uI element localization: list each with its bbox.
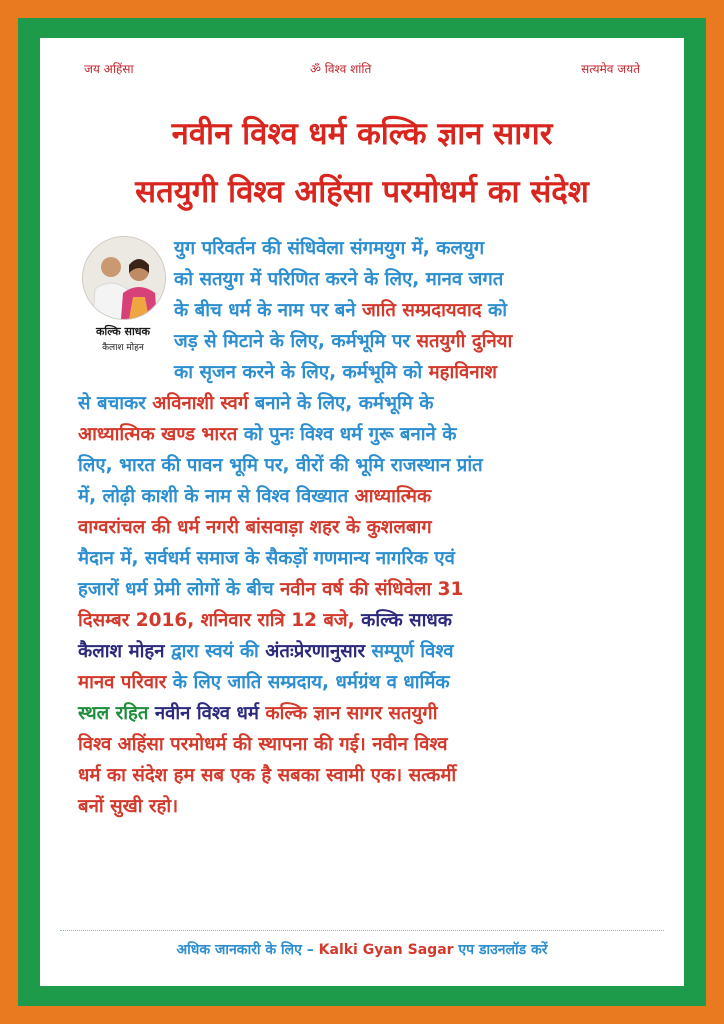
portrait-caption-name: कैलाश मोहन	[102, 343, 144, 353]
body-line-18: धर्म का संदेश हम सब एक है सबका स्वामी एक। सत्कर्मी	[78, 765, 457, 786]
body-text: की स्थापना की गई। नवीन विश्व	[226, 734, 448, 755]
body-line-14	[78, 637, 454, 667]
body-line-17	[78, 730, 448, 760]
body-highlight: नवीन विश्व धर्म	[154, 703, 259, 724]
footer-text: अधिक जानकारी के लिए –	[176, 942, 319, 958]
body-line-9	[78, 482, 431, 512]
body-line-13	[78, 606, 452, 636]
portrait-caption-title: कल्कि साधक	[95, 325, 151, 338]
body-highlight: विश्व अहिंसा परमोधर्म	[78, 734, 227, 755]
body-text: को पुनः विश्व धर्म गुरू बनाने के	[237, 424, 457, 445]
title-line-2: सतयुगी विश्व अहिंसा परमोधर्म का संदेश	[135, 174, 589, 210]
body-text: जड़ से मिटाने के लिए, कर्मभूमि पर	[174, 331, 417, 352]
body-highlight: दिसम्बर 2016, शनिवार रात्रि 12 बजे,	[78, 610, 362, 631]
body-text: में, लोढ़ी काशी के नाम से विश्व विख्यात	[78, 486, 355, 507]
body-line-11: मैदान में, सर्वधर्म समाज के सैकड़ों गणमान्य नागरिक एवं	[78, 548, 455, 569]
footer-divider	[60, 930, 664, 931]
title-line-1: नवीन विश्व धर्म कल्कि ज्ञान सागर	[171, 116, 553, 152]
body-line-2: को सतयुग में परिणित करने के लिए, मानव जगत	[174, 269, 504, 290]
portrait-illustration	[83, 237, 165, 319]
footer-app-name: Kalki Gyan Sagar	[318, 942, 454, 958]
poster	[40, 38, 684, 986]
body-line-7	[78, 420, 456, 450]
body-line-19: बनों सुखी रहो।	[78, 796, 179, 817]
body-highlight: नवीन वर्ष की संधिवेला 31	[280, 579, 464, 600]
body-highlight: आध्यात्मिक खण्ड भारत	[78, 424, 238, 445]
body-line-8: लिए, भारत की पावन भूमि पर, वीरों की भूमि राजस्थान प्रांत	[78, 455, 483, 476]
body-highlight: कल्कि ज्ञान सागर सतयुगी	[258, 703, 438, 724]
body-line-12	[78, 575, 463, 605]
slogan-right: सत्यमेव जयते	[581, 62, 640, 76]
body-text: स्थल रहित	[78, 703, 155, 724]
body-line-5	[174, 358, 497, 388]
body-highlight: आध्यात्मिक	[354, 486, 432, 507]
body-text: का सृजन करने के लिए, कर्मभूमि को	[174, 362, 429, 383]
body-highlight: महाविनाश	[428, 362, 497, 383]
body-highlight: अविनाशी स्वर्ग	[152, 393, 249, 414]
body-text: से बचाकर	[78, 393, 153, 414]
body-highlight: कल्कि साधक	[361, 610, 453, 631]
body-line-3	[174, 296, 507, 326]
body-text: बनाने के लिए, कर्मभूमि के	[248, 393, 434, 414]
body-text: हजारों धर्म प्रेमी लोगों के बीच	[78, 579, 281, 600]
portrait-photo	[78, 234, 168, 374]
body-text: को	[481, 300, 508, 321]
body-line-15	[78, 668, 450, 698]
body-line-1: युग परिवर्तन की संधिवेला संगमयुग में, कलयुग	[174, 238, 485, 259]
body-highlight: मानव परिवार	[78, 672, 167, 693]
body-line-6	[78, 389, 433, 419]
portrait-image	[82, 236, 166, 320]
body-text: के लिए जाति सम्प्रदाय, धर्मग्रंथ व धार्मिक	[166, 672, 450, 693]
body-highlight: जाति सम्प्रदायवाद	[362, 300, 482, 321]
body-text: सम्पूर्ण विश्व	[365, 641, 454, 662]
body-line-10: वाग्वरांचल की धर्म नगरी बांसवाड़ा शहर के कुशलबाग	[78, 517, 432, 538]
footer-text: एप डाउनलॉड करें	[453, 942, 548, 958]
body-text: द्वारा स्वयं की	[164, 641, 266, 662]
body-text: के बीच धर्म के नाम पर बने	[174, 300, 363, 321]
slogan-row	[40, 60, 684, 80]
slogan-middle: ॐ विश्व शांति	[310, 62, 372, 76]
body-highlight: कैलाश मोहन	[78, 641, 165, 662]
body-line-16	[78, 699, 437, 729]
body-highlight: सतयुगी दुनिया	[416, 331, 513, 352]
slogan-left: जय अहिंसा	[84, 62, 134, 76]
body-line-4	[174, 327, 512, 357]
body-highlight: अंतःप्रेरणानुसार	[265, 641, 366, 662]
footer	[40, 940, 684, 959]
